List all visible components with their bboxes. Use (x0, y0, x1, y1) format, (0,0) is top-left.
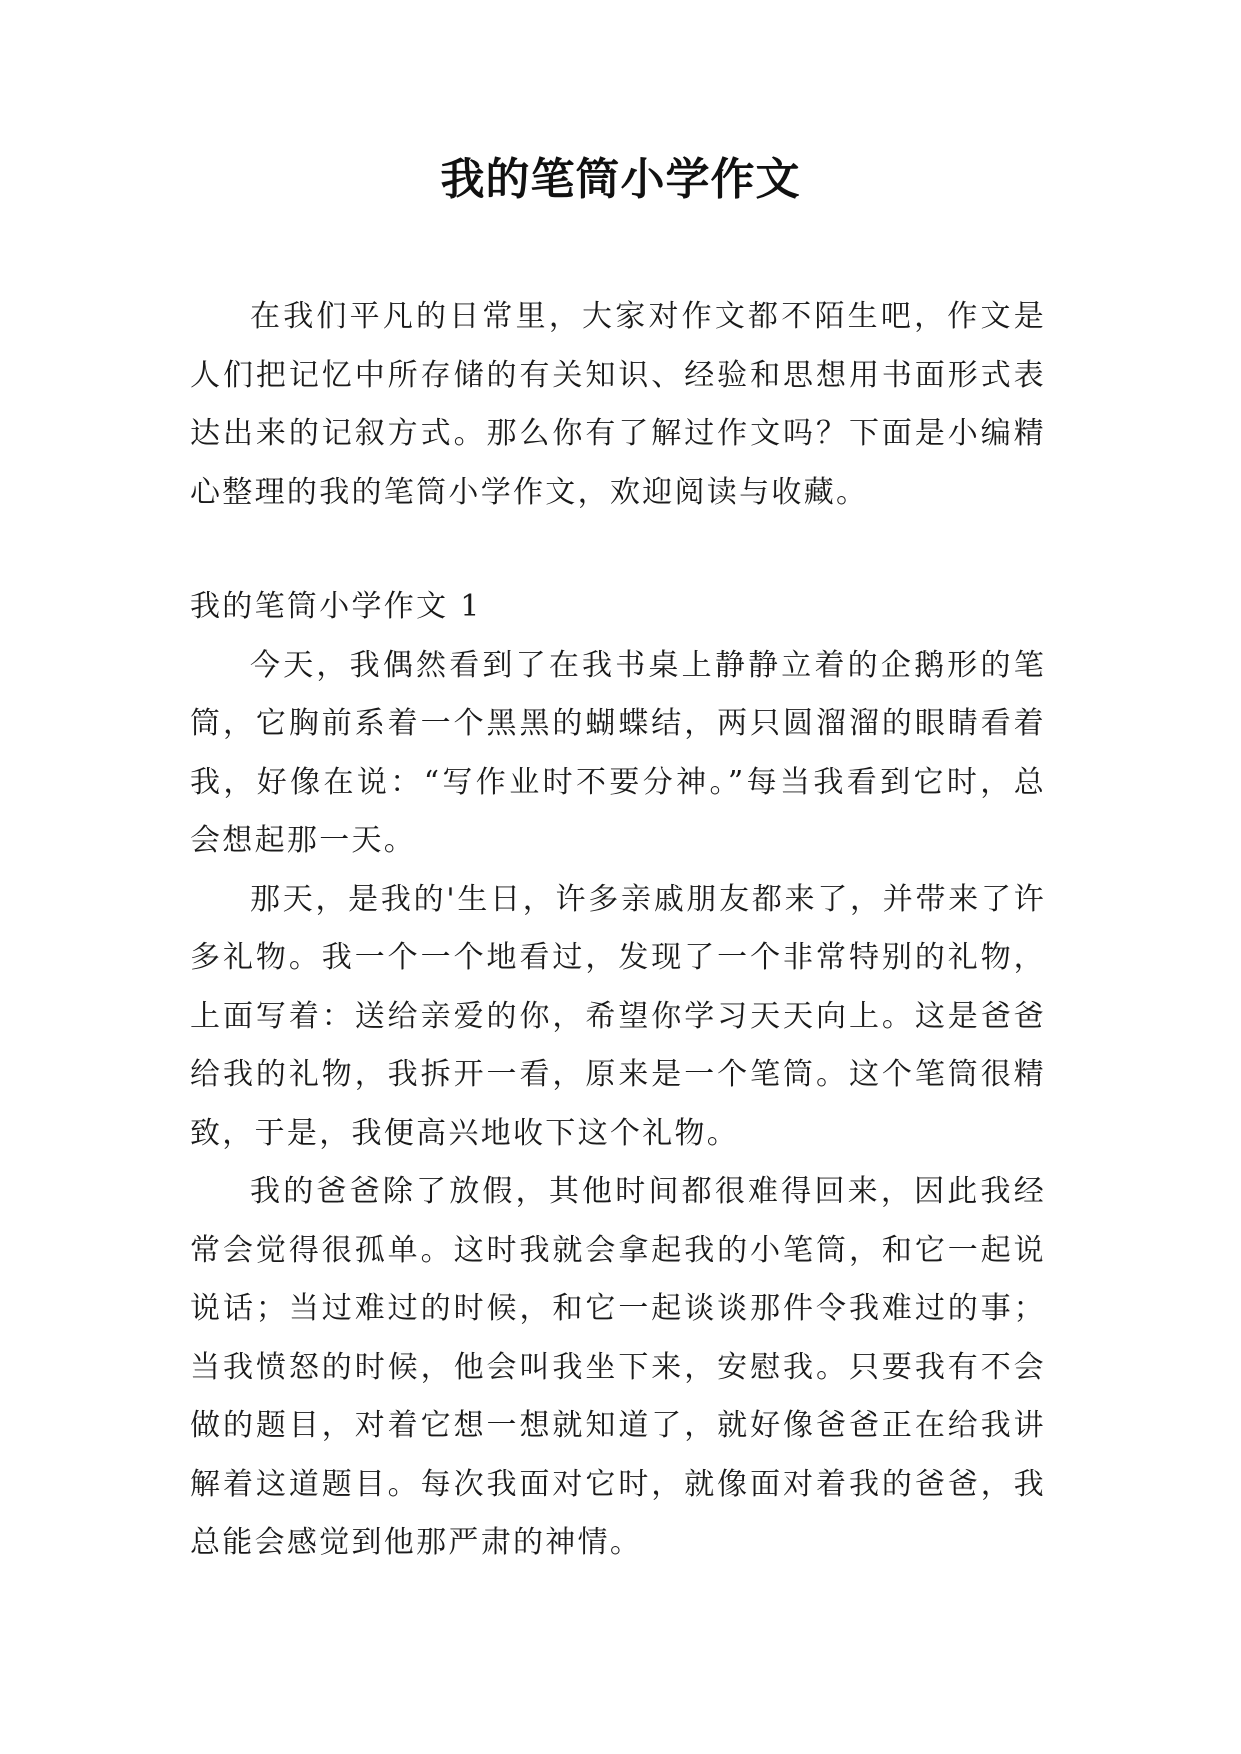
document-title: 我的笔筒小学作文 (440, 154, 801, 205)
essay-section (190, 578, 1046, 1573)
essay-paragraph-1: 今天，我偶然看到了在我书桌上静静立着的企鹅形的笔筒，它胸前系着一个黑黑的蝴蝶结，两只圆溜溜的眼睛看着我，好像在说：“写作业时不要分神。”每当我看到它时，总会想起那一天。 (190, 647, 1046, 858)
section-heading: 我的笔筒小学作文 1 (190, 589, 482, 624)
essay-paragraph-3: 我的爸爸除了放假，其他时间都很难得回来，因此我经常会觉得很孤单。这时我就会拿起我的小笔筒，和它一起说说话；当过难过的时候，和它一起谈谈那件令我难过的事；当我愤怒的时候，他会叫我坐下来，安慰我。只要我有不会做的题目，对着它想一想就知道了，就好像爸爸正在给我讲解着这道题目。每次我面对它时，就像面对着我的爸爸，我总能会感觉到他那严肃的神情。 (190, 1174, 1046, 1560)
intro-block (190, 288, 1046, 522)
essay-paragraph-2: 那天，是我的'生日，许多亲戚朋友都来了，并带来了许多礼物。我一个一个地看过，发现了一个非常特别的礼物，上面写着：送给亲爱的你，希望你学习天天向上。这是爸爸给我的礼物，我拆开一看，原来是一个笔筒。这个笔筒很精致，于是，我便高兴地收下这个礼物。 (190, 881, 1046, 1151)
intro-paragraph: 在我们平凡的日常里，大家对作文都不陌生吧，作文是人们把记忆中所存储的有关知识、经验和思想用书面形式表达出来的记叙方式。那么你有了解过作文吗？下面是小编精心整理的我的笔筒小学作文，欢迎阅读与收藏。 (190, 299, 1046, 510)
